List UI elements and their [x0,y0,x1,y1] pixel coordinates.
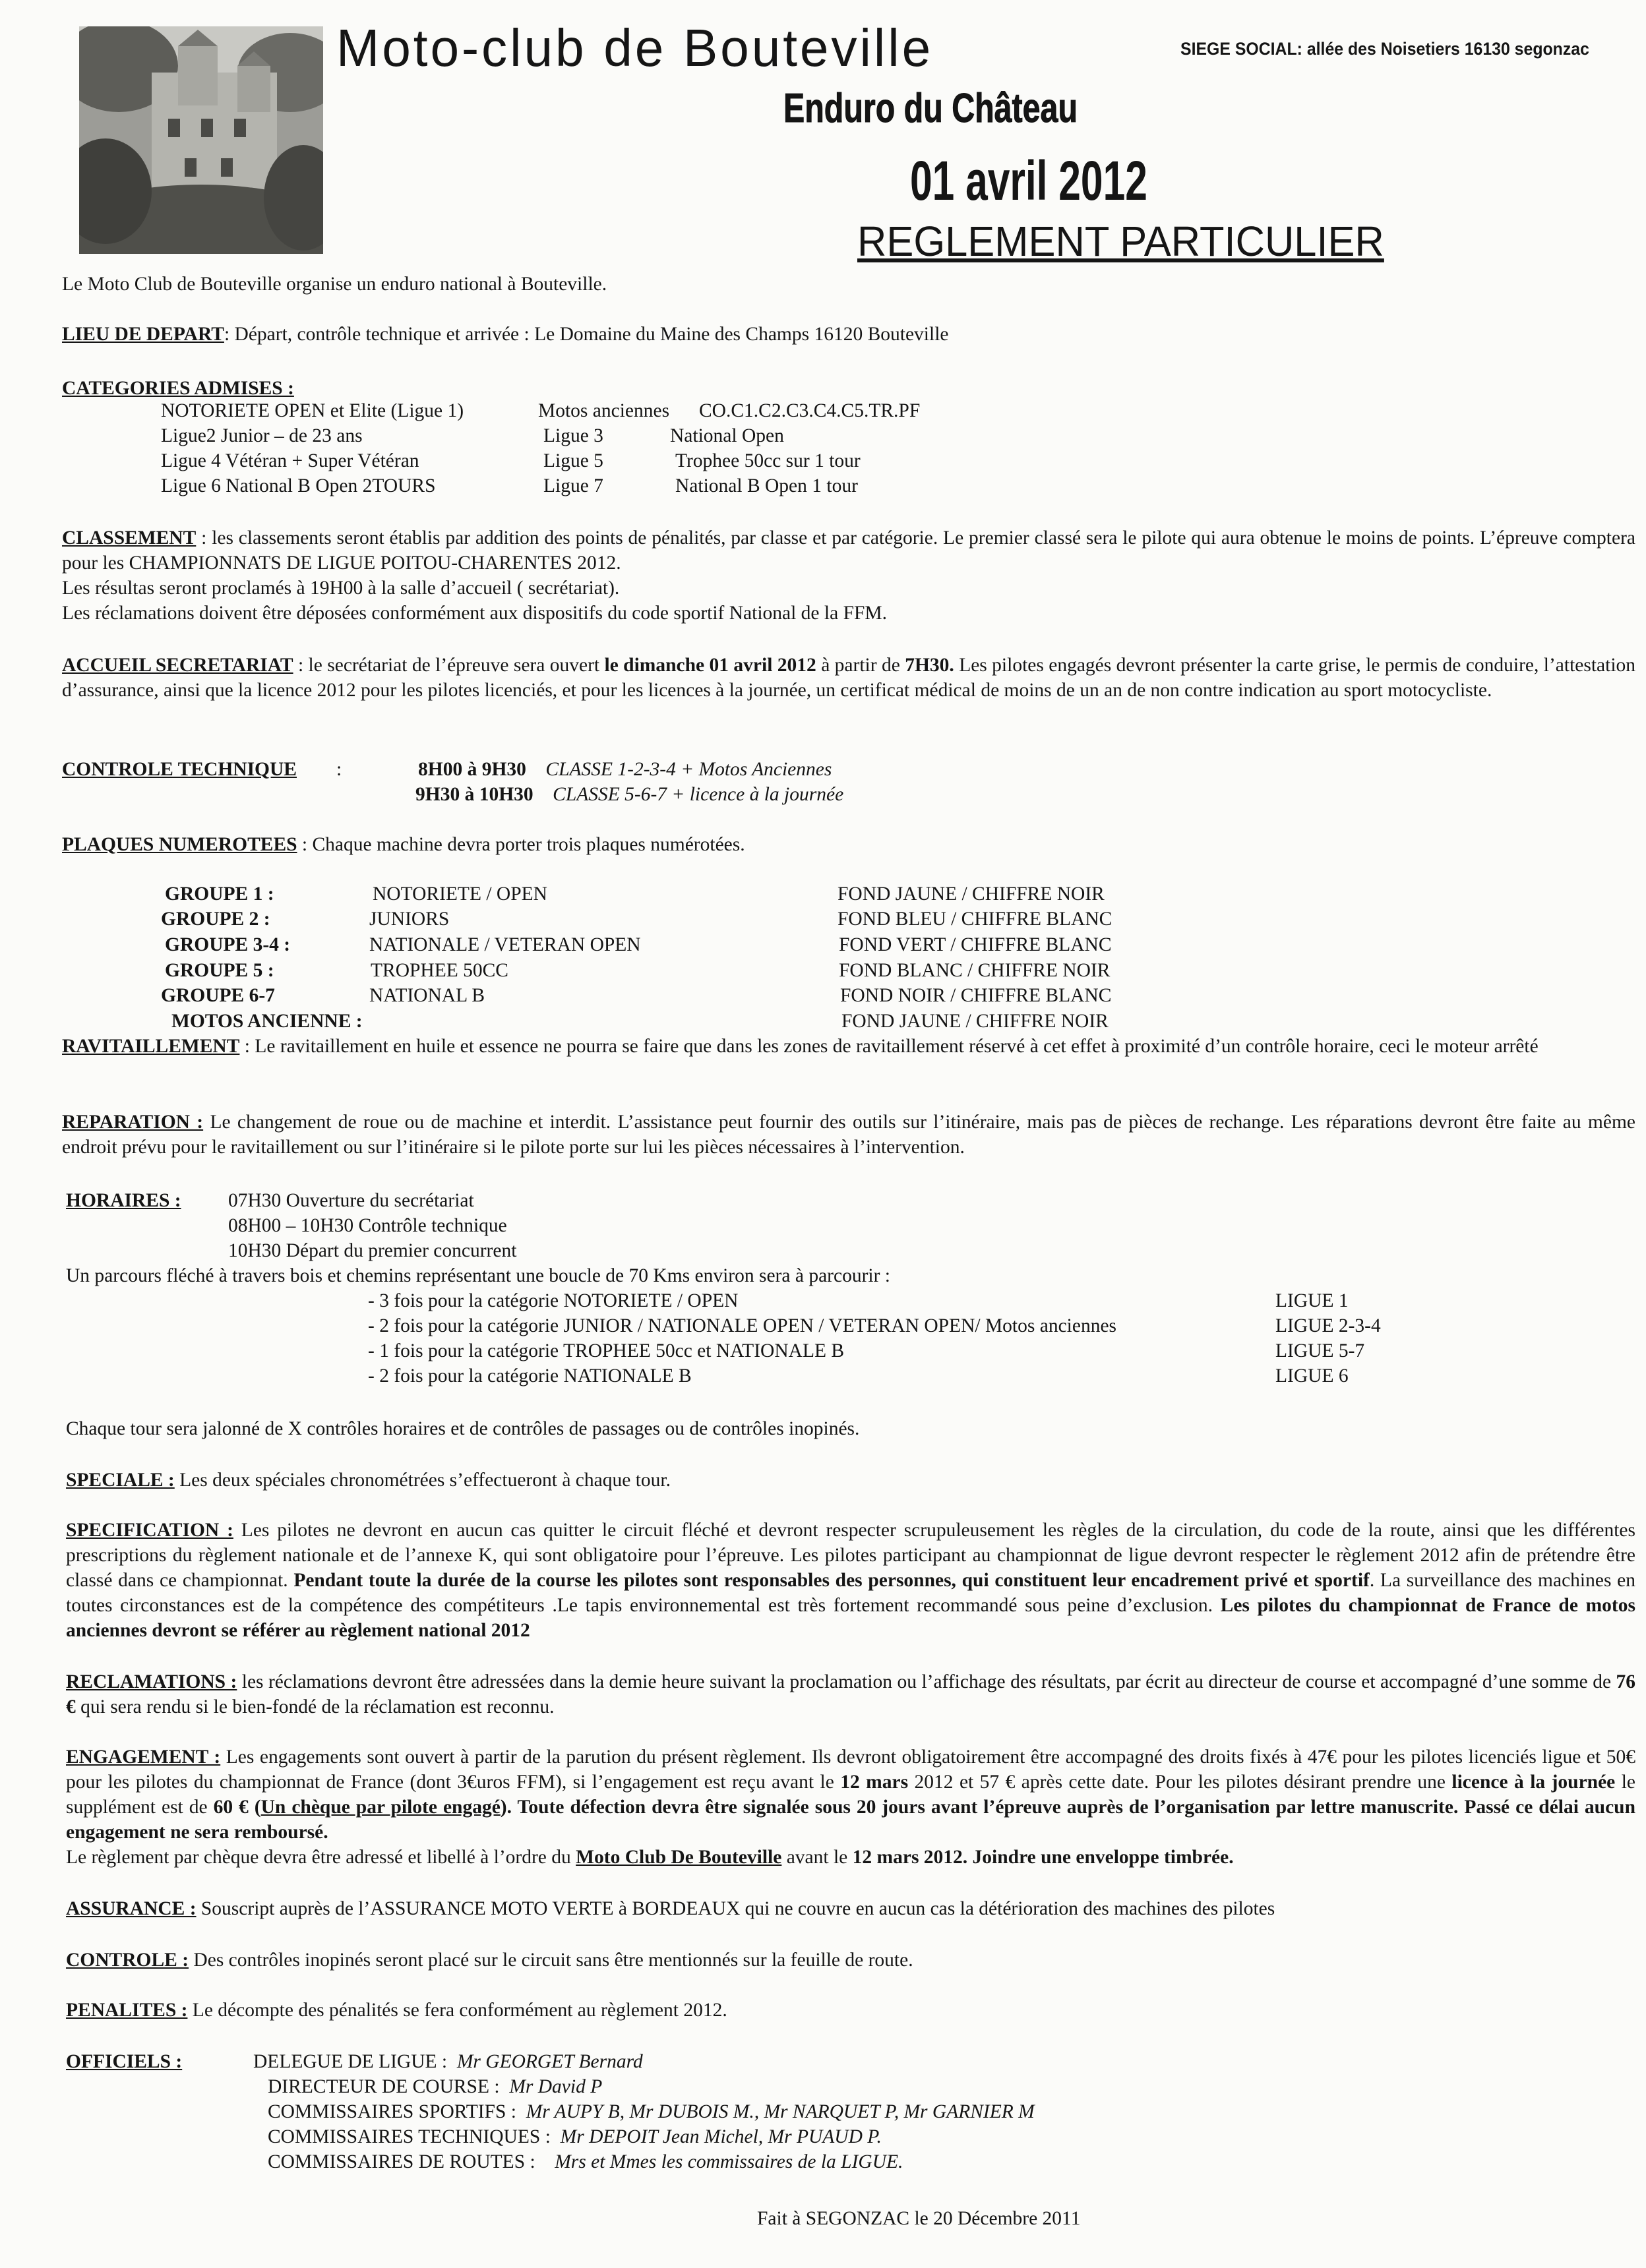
officiel-names: Mr AUPY B, Mr DUBOIS M., Mr NARQUET P, Mr GARNIER M [526,2101,1035,2122]
controle-technique-row [418,757,832,782]
plaque-color: FOND NOIR / CHIFFRE BLANC [840,985,1112,1006]
plaques-text: : Chaque machine devra porter trois plaques numérotées. [301,834,745,855]
tour-ligue: LIGUE 6 [1275,1365,1349,1387]
chateau-illustration [79,26,323,254]
accueil-date: le dimanche 01 avril 2012 [604,655,816,676]
accueil-text: Les pilotes engagés devront présenter la carte grise, le permis de conduire, l’attestation d’assurance, ainsi que la licence 2012 pour les pilotes licenciés, et pour les licences à la journée, un certificat médical de moins de un an de non contre indication au sport motocycliste. [62,655,1636,701]
reparation-section [62,1110,1635,1160]
plaque-group: GROUPE 6-7 [161,985,275,1006]
engagement-bold: licence à la journée [1451,1772,1616,1793]
classement-text: : les classements seront établis par addition des points de pénalités, par classe et par catégorie. Le premier classé sera le pilote qui aura obtenue le moins de points. L’épreuve comptera pour les CHAMPIONNATS DE LIGUE POITOU-CHARENTES 2012. [62,527,1635,574]
plaque-group: GROUPE 2 : [161,909,270,930]
category-cell: Motos anciennes [538,400,670,421]
reclamations-text: les réclamations devront être adressées dans la demie heure suivant la proclamation ou l’affichage des résultats, par écrit au directeur de course et accompagné d’une somme de [237,1671,1616,1692]
plaque-group: MOTOS ANCIENNE : [171,1011,363,1032]
ct-desc: CLASSE 5-6-7 + licence à la journée [553,784,844,805]
officiel-role: DIRECTEUR DE COURSE : [268,2076,500,2097]
tour-item: - 3 fois pour la catégorie NOTORIETE / OPEN [368,1290,739,1311]
plaque-category: TROPHEE 50CC [371,960,508,981]
speciale-section [66,1468,671,1493]
category-row [161,448,1084,473]
officiel-names: Mr David P [509,2076,603,2097]
plaque-group: GROUPE 3-4 : [165,934,291,955]
parcours-text: Un parcours fléché à travers bois et chemins représentant une boucle de 70 Kms environ sera à parcourir : [66,1265,890,1286]
plaque-group: GROUPE 1 : [165,883,274,905]
category-cell: Ligue 7 [543,475,603,496]
assurance-text: Souscript auprès de l’ASSURANCE MOTO VERTE à BORDEAUX qui ne couvre en aucun cas la détérioration des machines des pilotes [196,1898,1275,1919]
officiel-role: DELEGUE DE LIGUE : [253,2051,448,2072]
category-cell: CO.C1.C2.C3.C4.C5.TR.PF [699,400,921,421]
categories-label: CATEGORIES ADMISES : [62,378,294,399]
plaques-categories [0,881,1646,1033]
horaire-item: 08H00 – 10H30 Contrôle technique [228,1215,507,1236]
engagement-bold: 12 mars [840,1772,909,1793]
categories-table [161,398,1084,498]
specification-text: Les pilotes ne devront en aucun cas quitter le circuit fléché et devront respecter scrupuleusement les règles de la circulation, du code de la route, ainsi que les différentes prescriptions du règlement nationale et de l’annexe K, qui sont obligatoire pour l’épreuve. Les pilotes participant au championnat de ligue devront respecter le règlement 2012 afin de prétendre être classé dans ce championnat. [66,1520,1635,1591]
plaque-color: FOND JAUNE / CHIFFRE NOIR [838,883,1105,905]
plaque-category: NOTORIETE / OPEN [373,883,547,905]
engagement-text: le supplément est de [66,1772,1635,1818]
plaques-section [62,832,745,857]
accueil-text: à partir de [816,655,905,676]
specification-bold: Pendant toute la durée de la course les pilotes sont responsables des personnes, qui constituent leur encadrement privé et sportif [293,1570,1370,1591]
category-cell: Ligue 5 [543,450,603,471]
assurance-section [66,1896,1275,1921]
officiel-role: COMMISSAIRES TECHNIQUES : [268,2126,551,2147]
engagement-text: Le règlement par chèque devra être adressé et libellé à l’ordre du [66,1847,576,1868]
engagement-bold: 12 mars 2012. Joindre une enveloppe timbrée. [852,1847,1234,1868]
officiel-row [268,2099,1035,2124]
category-cell: Ligue 4 Vétéran + Super Vétéran [161,450,419,471]
chaque-tour-text: Chaque tour sera jalonné de X contrôles horaires et de contrôles de passages ou de contrôles inopinés. [66,1418,860,1439]
engagement-text: Les engagements sont ouvert à partir de la parution du présent règlement. Ils devront obligatoirement être accompagné des droits fixés à 47€ pour les pilotes licenciés ligue et 50€ pour les pilotes du championnat de France (dont 3€uros FFM), si l’engagement est reçu avant le [66,1746,1635,1793]
plaque-category: NATIONALE / VETERAN OPEN [369,934,641,955]
tour-item: - 1 fois pour la catégorie TROPHEE 50cc et NATIONALE B [368,1340,845,1361]
engagement-bold: 60 € ( [213,1797,261,1818]
officiel-role: COMMISSAIRES SPORTIFS : [268,2101,516,2122]
specification-label: SPECIFICATION : [66,1520,233,1541]
chateau-photo [79,26,323,254]
assurance-label: ASSURANCE : [66,1898,197,1919]
controle-technique-label: CONTROLE TECHNIQUE [62,759,297,780]
tour-ligue: LIGUE 2-3-4 [1275,1315,1381,1336]
plaque-color: FOND VERT / CHIFFRE BLANC [839,934,1112,955]
officiel-row [253,2049,643,2074]
officiel-names: Mr DEPOIT Jean Michel, Mr PUAUD P. [560,2126,882,2147]
lieu-depart [62,322,948,347]
engagement-text: 2012 et 57 € après cette date. Pour les pilotes désirant prendre une [908,1772,1452,1793]
specification-text: . La surveillance des machines en toutes circonstances est de la compétence des compétiteurs .Le tapis environnemental est très fortement recommandé sous peine d’exclusion. [66,1570,1635,1616]
accueil-section [62,653,1635,703]
speciale-text: Les deux spéciales chronométrées s’effectueront à chaque tour. [174,1470,671,1491]
category-cell: Ligue2 Junior – de 23 ans [161,425,363,446]
controle-technique-label-row [62,757,297,782]
controle-section [66,1948,913,1973]
category-cell: Ligue 6 National B Open 2TOURS [161,475,436,496]
ct-desc: CLASSE 1-2-3-4 + Motos Anciennes [545,759,832,780]
category-row [161,398,1084,423]
club-title: Moto-club de Bouteville [336,18,934,77]
doc-title: REGLEMENT PARTICULIER [857,218,1384,265]
category-cell: Ligue 3 [543,425,603,446]
plaque-category: NATIONAL B [369,985,485,1006]
classement-section [62,525,1635,626]
reclamations-label: RECLAMATIONS : [66,1671,237,1692]
controle-text: Des contrôles inopinés seront placé sur le circuit sans être mentionnés sur la feuille de route. [189,1950,913,1971]
plaque-color: FOND BLANC / CHIFFRE NOIR [839,960,1111,981]
ravitaillement-section [62,1034,1635,1059]
accueil-time: 7H30. [905,655,954,676]
accueil-label: ACCUEIL SECRETARIAT [62,655,293,676]
controle-label: CONTROLE : [66,1950,189,1971]
category-cell: National Open [670,425,784,446]
reparation-text: Le changement de roue ou de machine et interdit. L’assistance peut fournir des outils sur l’itinéraire, mais pas de pièces de rechange. Les réparations devront être faite au même endroit prévu pour le ravitaillement ou sur l’itinéraire si le pilote porte sur lui les pièces nécessaires à l’intervention. [62,1112,1636,1158]
plaque-color: FOND JAUNE / CHIFFRE NOIR [841,1011,1109,1032]
horaire-item: 07H30 Ouverture du secrétariat [228,1190,474,1211]
engagement-section [66,1745,1635,1870]
engagement-bold: ). Toute défection devra être signalée sous 20 jours avant l’épreuve auprès de l’organisation par lettre manuscrite. Passé ce délai aucun engagement ne sera remboursé. [66,1797,1635,1843]
category-row [161,473,1084,498]
engagement-payee: Moto Club De Bouteville [576,1847,782,1868]
intro-text: Le Moto Club de Bouteville organise un enduro national à Bouteville. [62,274,607,295]
ct-time: 8H00 à 9H30 [418,759,526,780]
officiel-row [268,2074,602,2099]
controle-technique-row [415,782,843,807]
penalites-section [66,1998,727,2023]
ct-time: 9H30 à 10H30 [415,784,533,805]
plaque-group: GROUPE 5 : [165,960,274,981]
lieu-depart-label: LIEU DE DEPART [62,324,224,345]
engagement-bold-underline: Un chèque par pilote engagé [260,1797,501,1818]
officiel-names: Mrs et Mmes les commissaires de la LIGUE. [555,2151,903,2172]
lieu-depart-text: : Départ, contrôle technique et arrivée : Le Domaine du Maine des Champs 16120 Bouteville [224,324,949,345]
penalites-text: Le décompte des pénalités se fera conformément au règlement 2012. [187,2000,727,2021]
officiels-label: OFFICIELS : [66,2051,183,2072]
reclamations-section [66,1669,1635,1719]
tour-item: - 2 fois pour la catégorie JUNIOR / NATIONALE OPEN / VETERAN OPEN/ Motos anciennes [368,1315,1117,1336]
speciale-label: SPECIALE : [66,1470,175,1491]
engagement-label: ENGAGEMENT : [66,1746,221,1768]
classement-line: Les résultas seront proclamés à 19H00 à la salle d’accueil ( secrétariat). [62,578,620,599]
plaque-color: FOND BLEU / CHIFFRE BLANC [838,909,1113,930]
specification-bold: Les pilotes du championnat de France de motos anciennes devront se référer au règlement national 2012 [66,1595,1635,1641]
ravitaillement-text: : Le ravitaillement en huile et essence ne pourra se faire que dans les zones de ravitaillement réservé à cet effet à proximité d’un contrôle horaire, ceci le moteur arrêté [244,1036,1539,1057]
footer-signature-line: Fait à SEGONZAC le 20 Décembre 2011 [757,2208,1081,2229]
horaires-label: HORAIRES : [66,1190,181,1211]
horaire-item: 10H30 Départ du premier concurrent [228,1240,517,1261]
penalites-label: PENALITES : [66,2000,188,2021]
ravitaillement-label: RAVITAILLEMENT [62,1036,240,1057]
officiel-names: Mr GEORGET Bernard [456,2051,643,2072]
plaque-category: JUNIORS [369,909,450,930]
specification-section [66,1518,1635,1643]
tour-ligue: LIGUE 1 [1275,1290,1349,1311]
accueil-text: : le secrétariat de l’épreuve sera ouvert [297,655,605,676]
tour-ligue: LIGUE 5-7 [1275,1340,1365,1361]
category-cell: Trophee 50cc sur 1 tour [675,450,861,471]
siege-social: SIEGE SOCIAL: allée des Noisetiers 16130 segonzac [1180,39,1589,59]
category-row [161,423,1084,448]
officiel-row [268,2149,903,2174]
controle-technique-colon: : [336,759,342,780]
category-cell: National B Open 1 tour [675,475,858,496]
plaques-label: PLAQUES NUMEROTEES [62,834,297,855]
engagement-text: avant le [781,1847,853,1868]
reclamations-amount: 76 € [66,1671,1635,1717]
tour-item: - 2 fois pour la catégorie NATIONALE B [368,1365,692,1387]
classement-line: Les réclamations doivent être déposées conformément aux dispositifs du code sportif National de la FFM. [62,603,887,624]
reclamations-text: qui sera rendu si le bien-fondé de la réclamation est reconnu. [75,1696,555,1717]
officiel-row [268,2124,882,2149]
classement-label: CLASSEMENT [62,527,197,549]
category-cell: NOTORIETE OPEN et Elite (Ligue 1) [161,400,464,421]
officiel-role: COMMISSAIRES DE ROUTES : [268,2151,535,2172]
event-name: Enduro du Château [783,86,1078,131]
reparation-label: REPARATION : [62,1112,204,1133]
event-date: 01 avril 2012 [910,150,1147,212]
